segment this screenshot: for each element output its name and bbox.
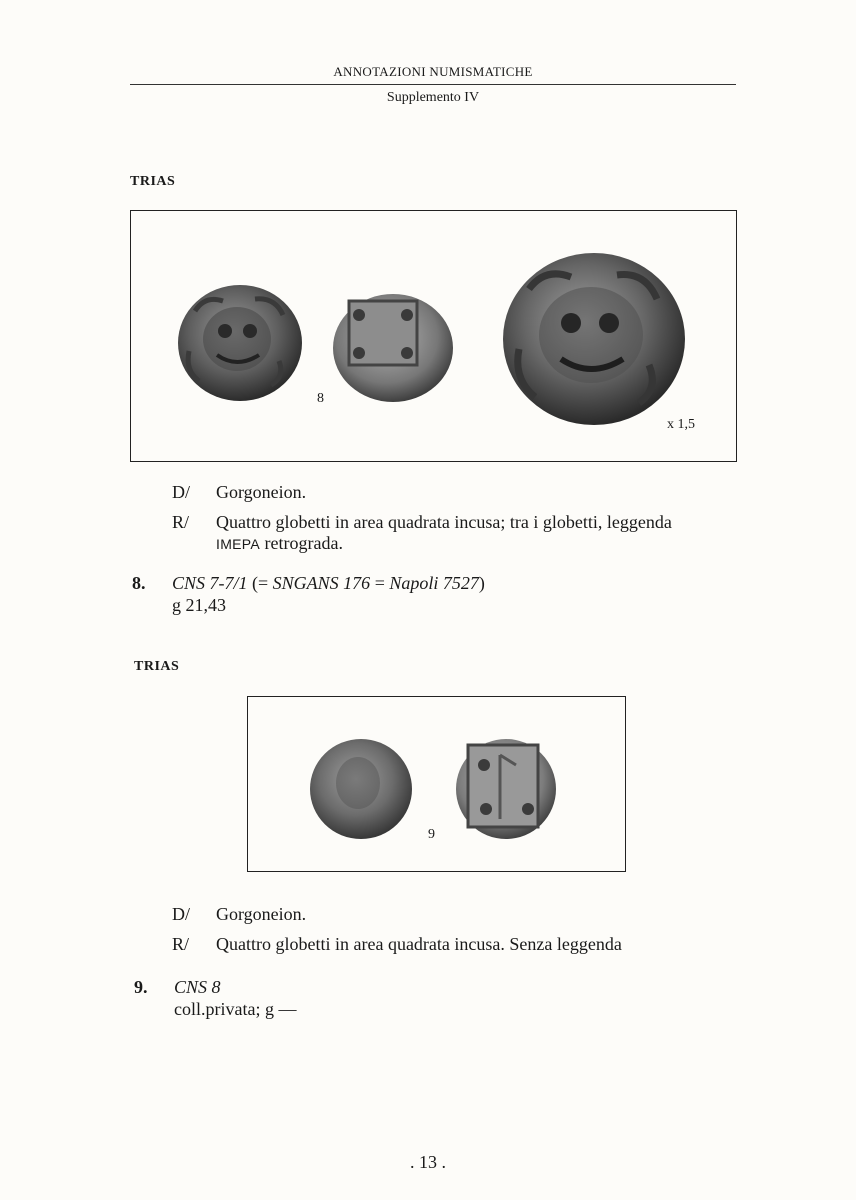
ref-sep-1: (=: [247, 573, 273, 593]
entry-references: [172, 572, 485, 594]
page-number: . 13 .: [410, 1152, 446, 1172]
catalog-entry-8: [132, 572, 732, 618]
coin-obverse-worn-photo: [308, 737, 414, 841]
obverse-text: Gorgoneion.: [216, 482, 307, 502]
coin-obverse-gorgoneion-photo: [175, 281, 305, 406]
header-rule: [130, 84, 736, 85]
coin-reverse-globetti-photo: [331, 291, 456, 406]
entry-number: 8.: [132, 573, 146, 593]
reverse-text-line1: Quattro globetti in area quadrata incusa. Senza leggenda: [216, 934, 622, 954]
ref-sep-3: ): [478, 573, 485, 593]
plate-number-9: 9: [428, 827, 435, 842]
obverse-key: D/: [172, 482, 190, 502]
coin-reverse-square-photo: [454, 735, 558, 841]
reverse-key: R/: [172, 512, 190, 532]
plate-scale-label: x 1,5: [667, 417, 695, 432]
running-head-journal: ANNOTAZIONI NUMISMATICHE: [333, 64, 533, 79]
obverse-description-9: [172, 904, 732, 926]
reverse-description-9: [172, 934, 732, 956]
plate-number-8: 8: [317, 391, 324, 406]
entry-number: 9.: [134, 977, 148, 997]
ref-napoli: Napoli 7527: [389, 573, 479, 593]
coin-obverse-enlarged-photo: [499, 249, 689, 429]
catalog-entry-9: [134, 976, 734, 1022]
section-label-trias-2: TRIAS: [134, 659, 180, 674]
running-head-supplement: Supplemento IV: [386, 90, 480, 105]
reverse-legend: IMEPA: [216, 536, 261, 552]
obverse-key: D/: [172, 904, 190, 924]
ref-sngans: SNGANS 176: [272, 573, 371, 593]
reverse-key: R/: [172, 934, 190, 954]
coin-plate-9: [247, 696, 626, 872]
reverse-text-line2: retrograda.: [260, 533, 343, 553]
entry-weight: g 21,43: [172, 595, 226, 615]
ref-sep-2: =: [370, 573, 390, 593]
entry-references: [174, 976, 296, 998]
ref-cns: CNS 7-7/1: [172, 573, 248, 593]
section-label-trias-1: TRIAS: [130, 174, 176, 189]
coin-plate-8: [130, 210, 737, 462]
reverse-text-line1: Quattro globetti in area quadrata incusa; tra i globetti, leggenda: [216, 512, 672, 532]
obverse-description-8: [172, 482, 732, 504]
entry-weight: coll.privata; g —: [174, 999, 297, 1019]
reverse-description-8: [172, 512, 742, 556]
ref-cns: CNS 8: [174, 977, 221, 997]
obverse-text: Gorgoneion.: [216, 904, 307, 924]
